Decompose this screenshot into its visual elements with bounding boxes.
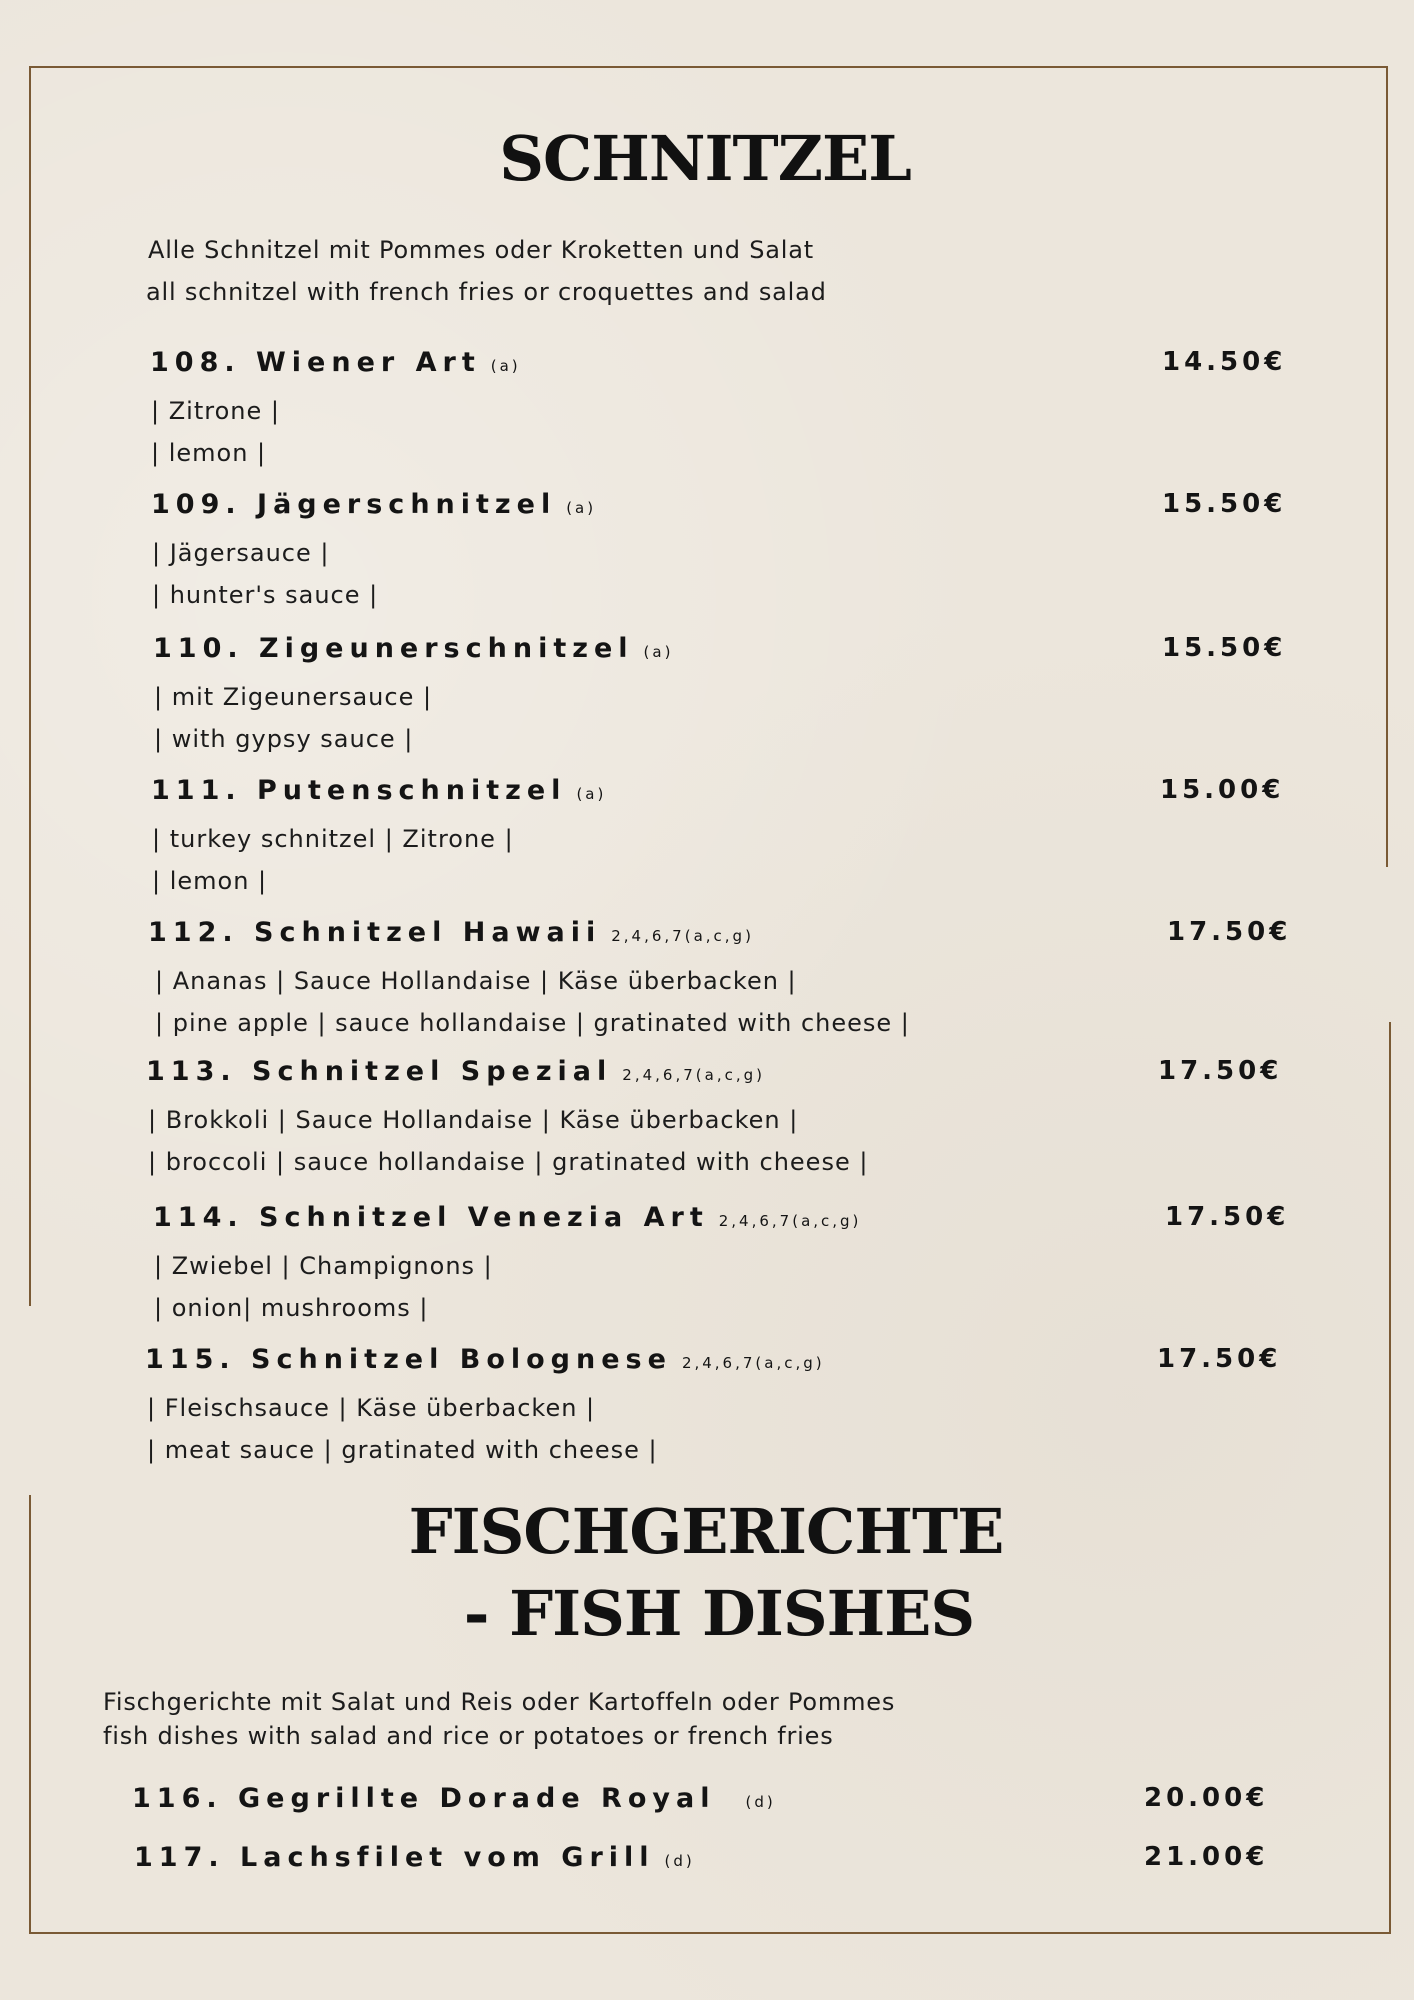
item-name: 117. Lachsfilet vom Grill (d) <box>134 1842 695 1873</box>
item-description-english: | lemon | <box>151 439 267 467</box>
fish-heading-line1: FISCHGERICHTE <box>408 1495 1004 1568</box>
item-description-german: | Zitrone | <box>151 397 280 425</box>
item-name: 110. Zigeunerschnitzel (a) <box>153 633 674 664</box>
fish-heading-line2: - FISH DISHES <box>463 1577 975 1650</box>
item-price: 17.50€ <box>1157 1344 1282 1374</box>
menu-item-113 <box>0 1056 1414 1186</box>
item-price: 14.50€ <box>1162 347 1287 377</box>
item-name: 113. Schnitzel Spezial 2,4,6,7(a,c,g) <box>146 1056 765 1087</box>
item-name: 111. Putenschnitzel (a) <box>151 775 607 806</box>
menu-item-110 <box>0 633 1414 763</box>
item-description-english: | pine apple | sauce hollandaise | gratinated with cheese | <box>155 1009 910 1037</box>
item-price: 15.00€ <box>1160 775 1285 805</box>
fish-intro-english: fish dishes with salad and rice or potatoes or french fries <box>103 1722 834 1750</box>
item-allergens: 2,4,6,7(a,c,g) <box>622 1066 765 1084</box>
item-name: 115. Schnitzel Bolognese 2,4,6,7(a,c,g) <box>145 1344 825 1375</box>
item-allergens: (a) <box>643 643 674 661</box>
item-description-english: | lemon | <box>152 867 268 895</box>
menu-item-111 <box>0 775 1414 905</box>
item-description-english: | broccoli | sauce hollandaise | gratinated with cheese | <box>148 1148 869 1176</box>
item-description-english: | meat sauce | gratinated with cheese | <box>147 1436 658 1464</box>
item-name: 112. Schnitzel Hawaii 2,4,6,7(a,c,g) <box>148 917 754 948</box>
item-name: 108. Wiener Art (a) <box>150 347 521 378</box>
menu-item-117 <box>0 1842 1414 1882</box>
item-description-english: | hunter's sauce | <box>152 581 379 609</box>
schnitzel-heading: SCHNITZEL <box>499 122 911 195</box>
item-price: 21.00€ <box>1144 1842 1269 1872</box>
menu-item-112 <box>0 917 1414 1047</box>
schnitzel-intro-german: Alle Schnitzel mit Pommes oder Kroketten und Salat <box>148 236 814 264</box>
item-description-german: | turkey schnitzel | Zitrone | <box>152 825 514 853</box>
item-name: 116. Gegrillte Dorade Royal (d) <box>132 1783 776 1814</box>
item-allergens: (a) <box>490 357 521 375</box>
item-description-german: | Zwiebel | Champignons | <box>154 1252 493 1280</box>
item-price: 15.50€ <box>1162 633 1287 663</box>
item-description-german: | mit Zigeunersauce | <box>154 683 433 711</box>
menu-item-108 <box>0 347 1414 477</box>
item-description-german: | Fleischsauce | Käse überbacken | <box>147 1394 596 1422</box>
item-price: 17.50€ <box>1165 1202 1290 1232</box>
fish-intro-german: Fischgerichte mit Salat und Reis oder Kartoffeln oder Pommes <box>103 1688 896 1716</box>
item-allergens: 2,4,6,7(a,c,g) <box>681 1354 825 1372</box>
item-price: 17.50€ <box>1167 917 1292 947</box>
item-allergens: (a) <box>566 499 597 517</box>
item-allergens: (a) <box>576 785 607 803</box>
frame-top-border <box>29 66 1387 68</box>
menu-item-109 <box>0 489 1414 619</box>
item-description-english: | with gypsy sauce | <box>154 725 414 753</box>
item-price: 15.50€ <box>1162 489 1287 519</box>
schnitzel-intro-english: all schnitzel with french fries or croquettes and salad <box>146 278 827 306</box>
frame-bottom-border <box>29 1932 1390 1934</box>
item-name: 114. Schnitzel Venezia Art 2,4,6,7(a,c,g) <box>153 1202 862 1233</box>
menu-item-116 <box>0 1783 1414 1823</box>
menu-item-114 <box>0 1202 1414 1332</box>
item-description-german: | Brokkoli | Sauce Hollandaise | Käse überbacken | <box>148 1106 799 1134</box>
item-allergens: (d) <box>745 1793 776 1811</box>
item-price: 17.50€ <box>1158 1056 1283 1086</box>
item-description-german: | Jägersauce | <box>152 539 330 567</box>
item-description-german: | Ananas | Sauce Hollandaise | Käse überbacken | <box>155 967 797 995</box>
item-allergens: (d) <box>664 1852 695 1870</box>
item-allergens: 2,4,6,7(a,c,g) <box>611 927 754 945</box>
item-allergens: 2,4,6,7(a,c,g) <box>718 1212 862 1230</box>
item-description-english: | onion| mushrooms | <box>154 1294 429 1322</box>
item-price: 20.00€ <box>1144 1783 1269 1813</box>
item-name: 109. Jägerschnitzel (a) <box>151 489 597 520</box>
menu-item-115 <box>0 1344 1414 1474</box>
